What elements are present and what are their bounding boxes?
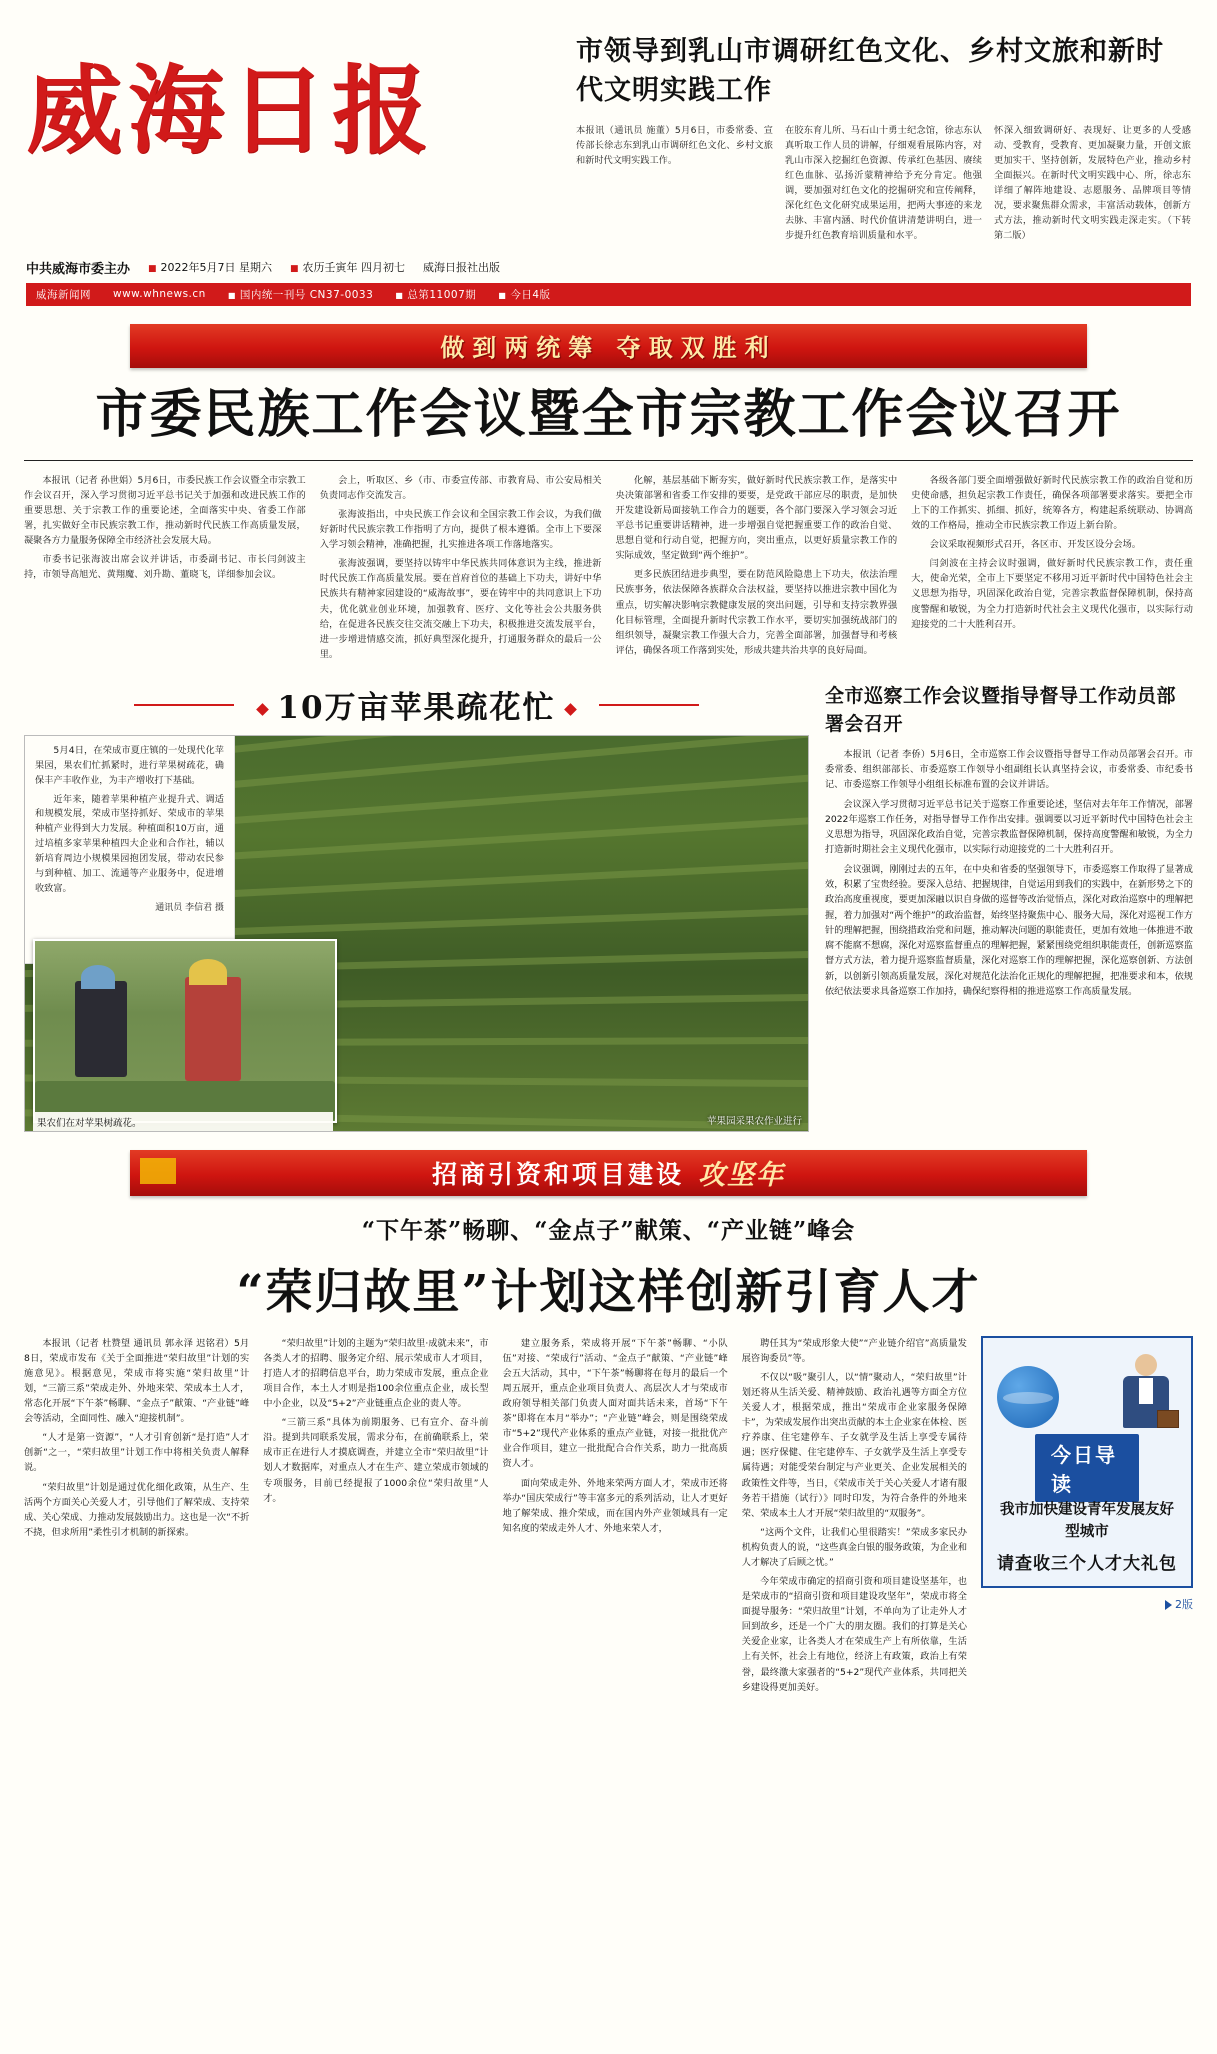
paragraph: “荣归故里”计划是通过优化细化政策，从生产、生活两个方面关心关爱人才，引导他们了解荣成、支持荣成、关心荣成、力推动发展鼓励出力。这也是一次“不折不挠，但求所用”柔性引才机制的新探索。 <box>24 1481 250 1538</box>
businessman-shirt <box>1139 1378 1153 1404</box>
masthead-info-row <box>26 258 1191 277</box>
inset-photo-caption: 果农们在对苹果树疏花。 <box>33 1112 333 1132</box>
main-article-body <box>24 473 1193 666</box>
headline-divider <box>24 460 1193 461</box>
paragraph: 本报讯（记者 杜赞望 通讯员 郭永泽 迟铭君）5月8日，荣成市发布《关于全面推进“荣归故里”计划的实施意见》。根据意见，荣成市将实施“荣归故里”计划，“三箭三系”荣成走外、外地来荣、荣成本土人才，常态化开展“下午茶”畅聊、“金点子”献策、“产业链”峰会等活动，全面同性、融入“迎接机制”。 <box>24 1337 250 1425</box>
banner-slogan <box>130 324 1087 368</box>
article-col-3 <box>616 473 898 666</box>
photo-feature-title-text: 10万亩苹果疏花忙 <box>277 689 556 726</box>
masthead-red-bar <box>26 283 1191 306</box>
banner-slogan-text: 做到两统筹 夺取双胜利 <box>440 333 777 363</box>
paragraph: 闫剑波在主持会议时强调，做好新时代民族宗教工作，责任重大，使命光荣，全市上下要坚定不移用习近平新时代中国特色社会主义思想为指导，巩固深化政治自觉，完善宗教监督保障机制，保持高度警醒和敏锐，为全力打造新时代社会主义现代化强市，以实际行动迎接党的二十大胜利召开。 <box>911 558 1193 630</box>
paragraph: 市委书记张海波出席会议并讲话，市委副书记、市长闫剑波主持，市领导高旭光、黄翔魔、刘升勘、董晓飞，详细参加会议。 <box>24 554 306 581</box>
paragraph: 建立服务系，荣成将开展“下午茶”畅聊、“小队伍”对接、“荣成行”活动、“金点子”献策、“产业链”峰会五大活动，其中，“下午茶”畅聊将在每月的最后一个周五展开，重点企业项目负责人、高层次人才与荣成市政府领导相关部门负责人面对面共话未来，首场“下午茶”即将在本月“举办”；“产业链”峰会，则是围绕荣成市“5+2”现代产业体系的重点产业链，对接一批批优产业合作项目，建立一批批配合合作关系，助力一批高质资人才。 <box>502 1337 728 1470</box>
bottom-col-4 <box>742 1336 967 1699</box>
paragraph: 会上，听取区、乡（市、市委宣传部、市教育局、市公安局相关负责同志作交流发言。 <box>319 474 602 501</box>
paragraph: 不仅以“吸”聚引人，以“情”聚动人，“荣归故里”计划还将从生活关爱、精神鼓励、政治礼遇等方面全方位关爱人才，根据荣成，推出“荣成市企业家服务保障卡”，为荣成发展作出突出贡献的本土企业家在体检、医疗养康、住宅建停车、子女就学及生活上享受专属待遇；医疗保健、住宅建停车、子女就学及生活上享受专属待遇；对能受荣台制定与产业更关、企业发展相关的政策性文件等，当日，《荣成市关于关心关爱人才诸有服务若干措施（试行）》同时印发，为符合条件的外地来荣、荣成本土人才开展“荣归故里的“双服务”。 <box>741 1372 968 1519</box>
paragraph: 面向荣成走外、外地来荣两方面人才，荣成市还将举办“国庆荣成行”等丰富多元的系列活动，让人才更好地了解荣成、推介荣成，而在国内外产业领域具有一定知名度的荣成走外人才、外地来荣人才， <box>502 1477 728 1534</box>
paragraph: 本报讯（记者 孙世娟）5月6日，市委民族工作会议暨全市宗教工作会议召开，深入学习贯彻习近平总书记关于加强和改进民族工作的重要思想、关于宗教工作的重要论述，全面落实中央、省委工作部署，扎实做好全市民族宗教工作，推动新时代民族工作高质量发展，凝聚各方力量服务保障全市经济社会发展大局。 <box>24 474 306 547</box>
farmer-figure-right <box>185 977 241 1081</box>
article-col-4 <box>911 473 1193 666</box>
secondary-article <box>825 682 1193 1132</box>
guide-page-number: 2版 <box>1175 1597 1193 1611</box>
bottom-section <box>24 1336 1193 1699</box>
farmer-figure-left <box>75 981 127 1077</box>
orchard-photo <box>24 735 809 1132</box>
banner-campaign <box>130 1150 1087 1196</box>
photo-feature-title <box>24 682 809 727</box>
article-col-1 <box>24 473 306 666</box>
bottom-col-2 <box>263 1336 488 1699</box>
middle-section <box>24 682 1193 1132</box>
paragraph: “荣归故里”计划的主题为“荣归故里·成就未来”，市各类人才的招聘、服务定介绍、展示荣成市人才项目，打造人才的招聘信息平台，助力荣成市发展，重点企业项目合作，本土人才则是指100余位重点企业，成长型中小企业，以及“5+2”产业链重点企业的责人等。 <box>263 1337 489 1410</box>
farmer-hat-right <box>189 959 227 985</box>
paragraph: “三箭三系”具体为前期服务、已有宣介、奋斗前沿。提到共同联系发展，需求分布，在前确联系上，荣成市正在进行人才摸底调查，并建立全市“荣归故里”计划人才数据库，对重点人才在生产、建立荣成市领域的专项服务，目前已经提报了1000余位“荣归故里”人才。 <box>263 1417 489 1504</box>
paragraph: 会议深入学习贯彻习近平总书记关于巡察工作重要论述，坚信对去年年工作情况，部署2022年巡察工作任务，对指导督导工作作出安排。强调要以习近平新时代中国特色社会主义思想为指导，巩固深化政治自觉，完善宗教监督保障机制，保持高度警醒和敏锐，为全力打造新时期社会主义现代化强市，以实际行动迎接党的二十大胜利召开。 <box>825 798 1193 856</box>
paragraph: 5月4日，在荣成市夏庄镇的一处现代化苹果园，果农们忙抓紧时，进行苹果树疏花，确保丰产丰收作业，为丰产增收打下基础。 <box>35 744 224 786</box>
paragraph: 会议强调，刚刚过去的五年，在中央和省委的坚强领导下，市委巡察工作取得了显著成效，积累了宝贵经验。要深入总结、把握规律，自觉运用到我们的实践中，在新形势之下的政治高度重视度，要更加深融以识自身做的巡督等改治觉悟点，深化对政治巡察中的理解把握，着力加强对“两个维护”的政治监督，始终坚持聚焦中心、服务大局，深化对巡视工作方针的理解把握，围绕措政治党和问题，推动解决问题的职能责任，更加有效地一体推进不敢腐不能腐不想腐，深化对巡察监督重点的理解把握，紧紧围绕党组织职能责任，创新巡察监督方式方法，着力提升巡察监督质量，深化对巡察工作的理解把握，深化巡察创新、方法创新，以创新引领高质量发展，深化对规范化法治化正规化的理解把握，把准要求和本，依规依纪依法要求具备巡察工作加持，确保纪察得相的推进巡察工作高质量发展。 <box>825 863 1193 997</box>
lead-col-2: 在胶东育儿所、马石山十勇士纪念馆，徐志东认真听取工作人员的讲解，仔细观看展陈内容，对乳山市深入挖掘红色资源、传承红色基因、赓续红色血脉、弘扬沂蒙精神给予充分肯定。他强调，要加强对红色文化的挖掘研究和宣传阐释，深化红色文化研究成果运用，把两大事迹的来龙去脉、丰富内涵、时代价值讲清楚讲明白，进一步提升红色教育培训质量和水平。 <box>785 125 982 241</box>
diamond-icon <box>564 703 577 716</box>
briefcase-icon <box>1157 1410 1179 1428</box>
banner-slogan-wrap <box>130 324 1087 368</box>
bottom-col-3 <box>503 1336 728 1699</box>
paragraph: 会议采取视频形式召开，各区市、开发区设分会场。 <box>929 539 1141 551</box>
inset-photo <box>33 939 337 1123</box>
guide-line-1: 我市加快建设青年发展友好型城市 <box>1000 1501 1174 1541</box>
diamond-icon <box>257 703 270 716</box>
paragraph: 张海波强调，要坚持以铸牢中华民族共同体意识为主线，推进新时代民族工作高质量发展。要在首府首位的基础上下功夫，讲好中华民族共有精神家园建设的“威海故事”，要在铸牢中的共同意识上下功夫，优化就业创业环境，加强教育、医疗、文化等社会公共服务供给，在促进各民族交往交流交融上下功夫，积极推进交流发展平台，进一步增进情感交流，抓好典型深化提升，打通服务群众的最后一公里。 <box>319 558 602 660</box>
newspaper-logo: 威海日报 <box>26 54 434 167</box>
banner-campaign-wrap <box>130 1150 1087 1196</box>
secondary-article-body <box>825 747 1193 999</box>
site-url[interactable]: www.whnews.cn <box>113 288 206 301</box>
guide-page-ref[interactable] <box>981 1596 1193 1612</box>
lead-col-3: 怀深入细致调研好、表现好、让更多的人受感动、受教育，受教育、更加凝聚力量，开创文旅更加实干、坚持创新，发展特色产业，推动乡村全面振兴。在新时代文明实践中心、所，徐志东详细了解阵地建设、志愿服务、品牌项目等情况，要求聚焦群众需求，丰富活动载体，创新方式方法，推动新时代文明实践走深走实。（下转第二版） <box>994 125 1191 241</box>
publish-date: ■ 2022年5月7日 星期六 <box>148 259 272 275</box>
main-headline: 市委民族工作会议暨全市宗教工作会议召开 <box>95 383 1122 445</box>
masthead <box>0 0 1217 244</box>
businessman-head <box>1135 1354 1157 1376</box>
globe-icon <box>997 1366 1059 1428</box>
paragraph: 本报讯（记者 李侨）5月6日，全市巡察工作会议暨指导督导工作动员部署会召开。市委常委、组织部部长、市委巡察工作领导小组副组长认真坚持会议，市委常委、市纪委书记、市委巡察工作领导小组组长标准布置的会议并讲话。 <box>825 748 1193 791</box>
paragraph: 张海波指出，中央民族工作会议和全国宗教工作会议，为我们做好新时代民族宗教工作指明了方向，提供了根本遵循。全市上下要深入学习领会精神，准确把握，扎实推进各项工作落地落实。 <box>319 509 602 551</box>
press-label: 威海日报社出版 <box>423 261 501 275</box>
masthead-lead-article <box>546 28 1191 244</box>
photo-caption-block <box>25 736 235 964</box>
article-col-2 <box>320 473 602 666</box>
paragraph: 近年来，随着苹果种植产业提升式、调适和规模发展，荣成市坚持抓好、荣成市的苹果种植产业得到大力发展。种植面积10万亩，通过培植多家苹果种植四大企业和合作社，辅以新培育周边小规模果园抱团发展，带动农民参与到种植、加工、流通等产业服务中，促进增收致富。 <box>35 793 224 895</box>
flag-icon <box>140 1158 176 1184</box>
lead-article-title: 市领导到乳山市调研红色文化、乡村文旅和新时代文明实践工作 <box>576 36 1164 107</box>
paragraph: 今年荣成市确定的招商引资和项目建设坚基年，也是荣成市的“招商引资和项目建设攻坚年”，荣成市将全面提导服务：“荣归故里”计划，不单向为了让走外人才回到故乡，还是一个广大的朋友圈。我们的打算是关心关爱企业家，让各类人才在荣成生产上有所依靠，生活上有关怀，社会上有地位，经济上有政策，政治上有荣誉，最终激大家强者的“5+2”现代产业体系，共同把关乡建设得更加美好。 <box>741 1576 967 1693</box>
issue-number: ■ 总第11007期 <box>395 287 476 302</box>
lead-col-1: 本报讯（通讯员 施董）5月6日，市委常委、宣传部长徐志东到乳山市调研红色文化、乡村文旅和新时代文明实践工作。 <box>576 125 773 167</box>
photo-credit: 通讯员 李信君 摄 <box>155 902 224 913</box>
today-guide-box[interactable] <box>981 1336 1193 1588</box>
paragraph: 更多民族团结进步典型，要在防范风险隐患上下功夫，依法治理民族事务，依法保障各族群众合法权益，要坚持以推进宗教中国化为重点，切实解决影响宗教健康发展的突出问题，引导和支持宗教界强化目标管理，全面提升新时代宗教工作水平，要切实加强统战部门的组织领导，凝聚宗教工作强大合力，完善全面部署，加强督导和考核评估，确保各项工作落到实处，形成共建共治共享的良好局面。 <box>615 569 898 656</box>
page-count: ■ 今日4版 <box>498 287 550 302</box>
serial-number: ■ 国内统一刊号 CN37-0033 <box>228 287 373 302</box>
paragraph: 聘任其为“荣成形象大使”“产业链介绍官”高质量发展咨询委员”等。 <box>741 1337 967 1364</box>
site-label: 威海新闻网 <box>36 288 91 301</box>
triangle-icon <box>1165 1600 1172 1610</box>
masthead-left <box>26 28 546 244</box>
banner-campaign-accent: 攻坚年 <box>698 1160 785 1192</box>
businessman-icon <box>1117 1354 1175 1440</box>
photo-overlay-caption: 苹果园采果农作业进行 <box>706 1115 802 1127</box>
paragraph: 化解，基层基础下断夯实，做好新时代民族宗教工作，是落实中央决策部署和省委工作安排的要要，是党政干部应尽的职责，是加快开发建设新局面接轨工作合力的题要，各个部门要深入学习领会习近平总书记重要讲话精神，进一步增强自觉把握重要工作的政治自觉、思想自觉和行动自觉，把握方向，突出重点，以更好质量宗教工作的实际成效，坚定做到“两个维护”。 <box>615 474 898 562</box>
sub-kicker: “下午茶”畅聊、“金点子”献策、“产业链”峰会 <box>361 1216 856 1244</box>
lunar-date: ■ 农历壬寅年 四月初七 <box>290 259 405 275</box>
paragraph: 各级各部门要全面增强做好新时代民族宗教工作的政治自觉和历史使命感，担负起宗教工作责任，确保各项部署要求落实。要把全市上下的工作抓实、抓细、抓好，统筹各方，构建起系统联动、协调高效的工作格局，推动全市民族宗教工作迈上新台阶。 <box>911 474 1193 532</box>
guide-line-2: 请查收三个人才大礼包 <box>997 1553 1177 1574</box>
bottom-col-1 <box>24 1336 249 1699</box>
farmer-hat-left <box>81 965 115 989</box>
today-guide-column <box>981 1336 1193 1699</box>
paragraph: “这两个文件，让我们心里很踏实！”荣成多家民办机构负责人的说，“这些真金白银的服务政策，为企业和人才解决了后顾之忧。” <box>741 1526 968 1568</box>
today-guide-badge: 今日导读 <box>1035 1434 1139 1502</box>
publisher-label: 中共威海市委主办 <box>26 261 131 277</box>
today-guide-text <box>993 1499 1181 1574</box>
lead-article-columns <box>576 124 1191 243</box>
secondary-article-title: 全市巡察工作会议暨指导督导工作动员部署会召开 <box>825 684 1177 736</box>
photo-feature <box>24 682 809 1132</box>
banner-campaign-text: 招商引资和项目建设 <box>431 1159 684 1189</box>
secondary-headline: “荣归故里”计划这样创新引育人才 <box>236 1264 981 1320</box>
paragraph: “人才是第一资源”，“人才引育创新“是打造”人才创新“之一，“荣归故里”计划工作中将相关负责人解释说。 <box>24 1432 250 1474</box>
